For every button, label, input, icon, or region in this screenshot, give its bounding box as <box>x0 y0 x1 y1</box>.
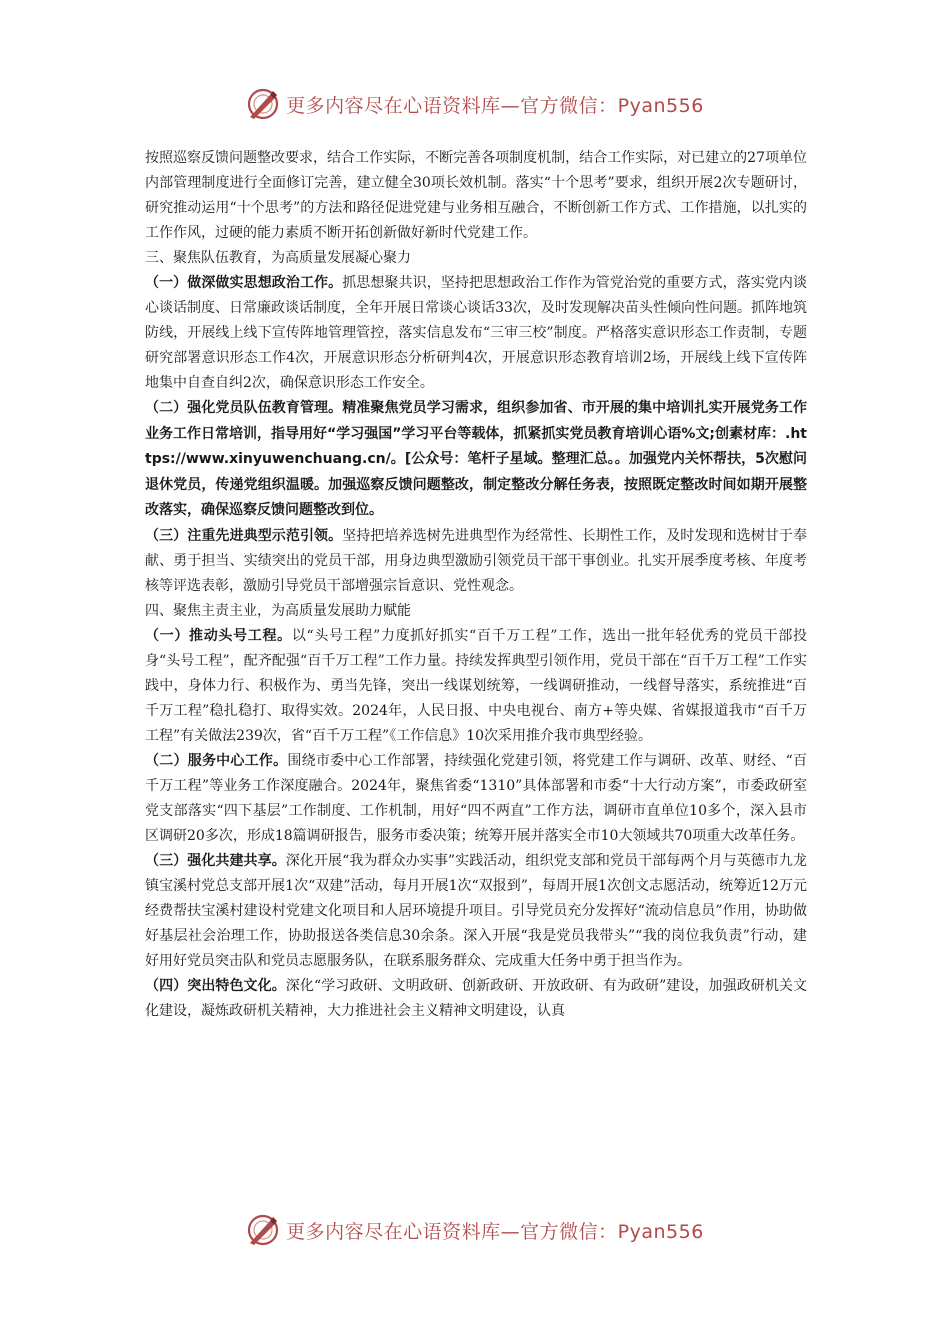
watermark-text: 更多内容尽在心语资料库—官方微信：Pyan556 <box>286 1220 704 1243</box>
paragraph-lead: （一）做深做实思想政治工作。 <box>145 275 343 291</box>
paragraph-text: 按照巡察反馈问题整改要求，结合工作实际，不断完善各项制度机制，结合工作实际，对已建立的27项单位内部管理制度进行全面修订完善，建立健全30项长效机制。落实“十个思考”要求，组织开展2次专题研讨，研究推动运用“十个思考”的方法和路径促进党建与业务相互融合，不断创新工作方式、工作措施，以扎实的工作作风，过硬的能力素质不断开拓创新做好新时代党建工作。 <box>145 150 807 241</box>
paragraph-text: 深化“学习政研、文明政研、创新政研、开放政研、有为政研”建设，加强政研机关文化建设，凝炼政研机关精神，大力推进社会主义精神文明建设，认真 <box>145 977 808 1019</box>
watermark-banner-bottom <box>0 1210 950 1250</box>
watermark-text: 更多内容尽在心语资料库—官方微信：Pyan556 <box>286 94 704 117</box>
heading-text: 四、聚焦主责主业，为高质量发展助力赋能 <box>145 602 411 619</box>
document-body <box>145 146 807 1024</box>
paragraph-culture <box>145 974 807 1024</box>
paragraph-lead: （二）服务中心工作。 <box>145 752 288 769</box>
paragraph-central-work <box>145 749 807 849</box>
paragraph-text: 深化开展“我为群众办实事”实践活动，组织党支部和党员干部每两个月与英德市九龙镇宝溪村党总支部开展1次“双建”活动，每月开展1次“双报到”，每周开展1次创文志愿活动，统筹近12万元经费帮扶宝溪村建设村党建文化项目和人居环境提升项目。引导党员充分发挥好“流动信息员”作用，协助做好基层社会治理工作，协助报送各类信息30余条。深入开展“我是党员我带头”“我的岗位我负责”行动，建好用好党员突击队和党员志愿服务队，在联系服务群众、完成重大任务中勇于担当作为。 <box>145 852 808 969</box>
paragraph-text: 坚持把培养选树先进典型作为经常性、长期性工作，及时发现和选树甘于奉献、勇于担当、实绩突出的党员干部，用身边典型激励引领党员干部干事创业。扎实开展季度考核、年度考核等评选表彰，激励引导党员干部增强宗旨意识、党性观念。 <box>145 527 807 594</box>
paragraph-lead: （一）推动头号工程。 <box>145 627 292 644</box>
section-heading-main-duties <box>145 599 807 624</box>
paragraph-role-models <box>145 524 807 599</box>
paragraph-text: 以“头号工程”力度抓好抓实“百千万工程”工作，选出一批年轻优秀的党员干部投身“头号工程”，配齐配强“百千万工程”工作力量。持续发挥典型引领作用，党员干部在“百千万工程”工作实践中，身体力行、积极作为、勇当先锋，突出一线谋划统筹，一线调研推动，一线督导落实，系统推进“百千万工程”稳扎稳打、取得实效。2024年，人民日报、中央电视台、南方+等央媒、省媒报道我市“百千万工程”有关做法239次，省“百千万工程”《工作信息》10次采用推介我市典型经验。 <box>145 627 807 744</box>
paragraph-text: 围绕市委中心工作部署，持续强化党建引领，将党建工作与调研、改革、财经、“百千万工程”等业务工作深度融合。2024年，聚焦省委“1310”具体部署和市委“十大行动方案”，市委政研室党支部落实“四下基层”工作制度、工作机制，用好“四不两直”工作方法，调研市直单位10多个，深入县市区调研20多次，形成18篇调研报告，服务市委决策；统筹开展并落实全市10大领域共70项重大改革任务。 <box>145 752 808 844</box>
paragraph-rectification <box>145 146 807 246</box>
section-heading-team-education <box>145 246 807 271</box>
paragraph-lead: （三）注重先进典型示范引领。 <box>145 527 343 544</box>
paragraph-co-building <box>145 849 807 974</box>
pen-logo-icon <box>246 87 280 121</box>
paragraph-lead: （四）突出特色文化。 <box>145 977 286 994</box>
watermark-banner-top <box>0 84 950 124</box>
paragraph-lead: （三）强化共建共享。 <box>145 852 286 869</box>
paragraph-top-project <box>145 624 807 749</box>
paragraph-text: 抓思想聚共识，坚持把思想政治工作作为管党治党的重要方式，落实党内谈心谈话制度、日常廉政谈话制度，全年开展日常谈心谈话33次，及时发现解决苗头性倾向性问题。抓阵地筑防线，开展线上线下宣传阵地管理管控，落实信息发布“三审三校”制度。严格落实意识形态工作责制，专题研究部署意识形态工作4次，开展意识形态分析研判4次，开展意识形态教育培训2场，开展线上线下宣传阵地集中自查自纠2次，确保意识形态工作安全。 <box>145 275 807 391</box>
pen-logo-icon <box>246 1213 280 1247</box>
paragraph-member-education <box>145 396 807 524</box>
paragraph-ideological-work <box>145 271 807 396</box>
paragraph-text: （二）强化党员队伍教育管理。精准聚焦党员学习需求，组织参加省、市开展的集中培训扎实开展党务工作业务工作日常培训，指导用好“学习强国”学习平台等载体，抓紧抓实党员教育培训心语%文;创素材库：.https://www.xinyuwenchuang.cn/。[公众号：笔杆子星域。整理汇总。。加强党内关怀帮扶，5次慰问退休党员，传递党组织温暖。加强巡察反馈问题整改，制定整改分解任务表，按照既定整改时间如期开展整改落实，确保巡察反馈问题整改到位。 <box>145 400 808 518</box>
heading-text: 三、聚焦队伍教育，为高质量发展凝心聚力 <box>145 250 411 266</box>
